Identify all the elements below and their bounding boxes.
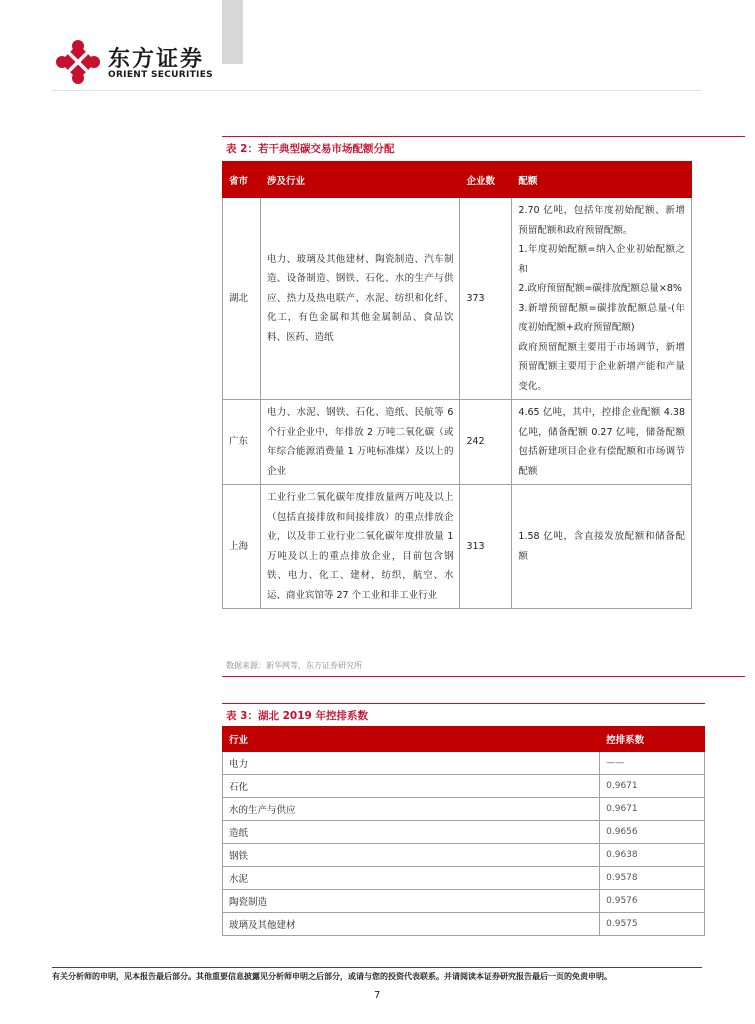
table-row [223,890,705,913]
logo-chinese-text: 东方证券 [108,47,205,72]
cell-province: 广东 [223,400,261,485]
cell-coef: 0.9671 [600,775,705,798]
table-row [223,798,705,821]
table2-top-rule [222,136,745,137]
quota-line: 政府预留配额主要用于市场调节，新增预留配额主要用于企业新增产能和产量变化。 [518,341,685,392]
quota-line: 2.70 亿吨，包括年度初始配额、新增预留配额和政府预留配额。 [518,205,685,236]
cell-province: 湖北 [223,198,261,400]
cell-industry: 电力 [223,752,600,775]
orient-logo-icon [56,40,100,84]
table-row [223,821,705,844]
table2-source: 数据来源：新华网等，东方证券研究所 [226,661,362,670]
table2 [222,161,692,609]
table2-bottom-rule [222,676,745,677]
table3-title: 表 3：湖北 2019 年控排系数 [226,710,368,722]
cell-coef: 0.9576 [600,890,705,913]
company-logo [56,40,216,82]
table2-header-row [223,162,692,198]
table-row [223,198,692,400]
col-header-industries: 涉及行业 [260,162,460,198]
quota-line: 1.58 亿吨，含直接发放配额和储备配额 [518,531,685,562]
logo-english-text: ORIENT SECURITIES [108,70,213,80]
cell-quota [512,485,692,609]
cell-quota [512,400,692,485]
cell-industry: 陶瓷制造 [223,890,600,913]
table2-title: 表 2：若干典型碳交易市场配额分配 [226,143,395,155]
table-row [223,400,692,485]
table3-header-row [223,727,705,752]
table3-top-rule [222,703,705,704]
cell-coef: 0.9671 [600,798,705,821]
table-row [223,775,705,798]
quota-line: 4.65 亿吨，其中，控排企业配额 4.38 亿吨，储备配额 0.27 亿吨，储备配额包括新建项目企业有偿配额和市场调节配额 [518,407,685,477]
cell-quota [512,198,692,400]
quota-line: 2.政府预留配额=碳排放配额总量×8% [518,283,682,294]
cell-coef: —— [600,752,705,775]
page-number: 7 [374,990,381,1001]
table-row [223,913,705,936]
table3 [222,726,705,936]
col-header-industry: 行业 [223,727,600,752]
cell-coef: 0.9656 [600,821,705,844]
cell-coef: 0.9578 [600,867,705,890]
cell-industry: 水的生产与供应 [223,798,600,821]
cell-count: 313 [460,485,512,609]
cell-industries: 电力、水泥、钢铁、石化、造纸、民航等 6 个行业企业中，年排放 2 万吨二氧化碳（或年综合能源消费量 1 万吨标准煤）及以上的企业 [260,400,460,485]
table-row [223,752,705,775]
table-row [223,485,692,609]
col-header-count: 企业数 [460,162,512,198]
cell-province: 上海 [223,485,261,609]
table-row [223,844,705,867]
cell-coef: 0.9638 [600,844,705,867]
cell-industry: 玻璃及其他建材 [223,913,600,936]
cell-industry: 钢铁 [223,844,600,867]
col-header-coef: 控排系数 [600,727,705,752]
footer-divider [52,967,702,968]
footer-disclaimer: 有关分析师的申明，见本报告最后部分。其他重要信息披露见分析师申明之后部分，或请与您的投资代表联系。并请阅读本证券研究报告最后一页的免责申明。 [52,972,612,981]
table-row [223,867,705,890]
cell-count: 242 [460,400,512,485]
cell-industry: 水泥 [223,867,600,890]
quota-line: 1.年度初始配额=纳入企业初始配额之和 [518,244,685,275]
cell-industries: 电力、玻璃及其他建材、陶瓷制造、汽车制造、设备制造、钢铁、石化、水的生产与供应、热力及热电联产、水泥、纺织和化纤、化工，有色金属和其他金属制品、食品饮料、医药、造纸 [260,198,460,400]
cell-industry: 石化 [223,775,600,798]
header-divider [52,90,702,91]
cell-industry: 造纸 [223,821,600,844]
col-header-quota: 配额 [512,162,692,198]
cell-count: 373 [460,198,512,400]
col-header-province: 省市 [223,162,261,198]
cell-industries: 工业行业二氧化碳年度排放量两万吨及以上（包括直接排放和间接排放）的重点排放企业，以及非工业行业二氧化碳年度排放量 1 万吨及以上的重点排放企业，目前包含钢铁、电力、化工、建材，纺织，航空、水运、商业宾馆等 27 个工业和非工业行业 [260,485,460,609]
header-gray-bar [222,0,243,64]
cell-coef: 0.9575 [600,913,705,936]
quota-line: 3.新增预留配额=碳排放配额总量-(年度初始配额+政府预留配额) [518,302,685,333]
